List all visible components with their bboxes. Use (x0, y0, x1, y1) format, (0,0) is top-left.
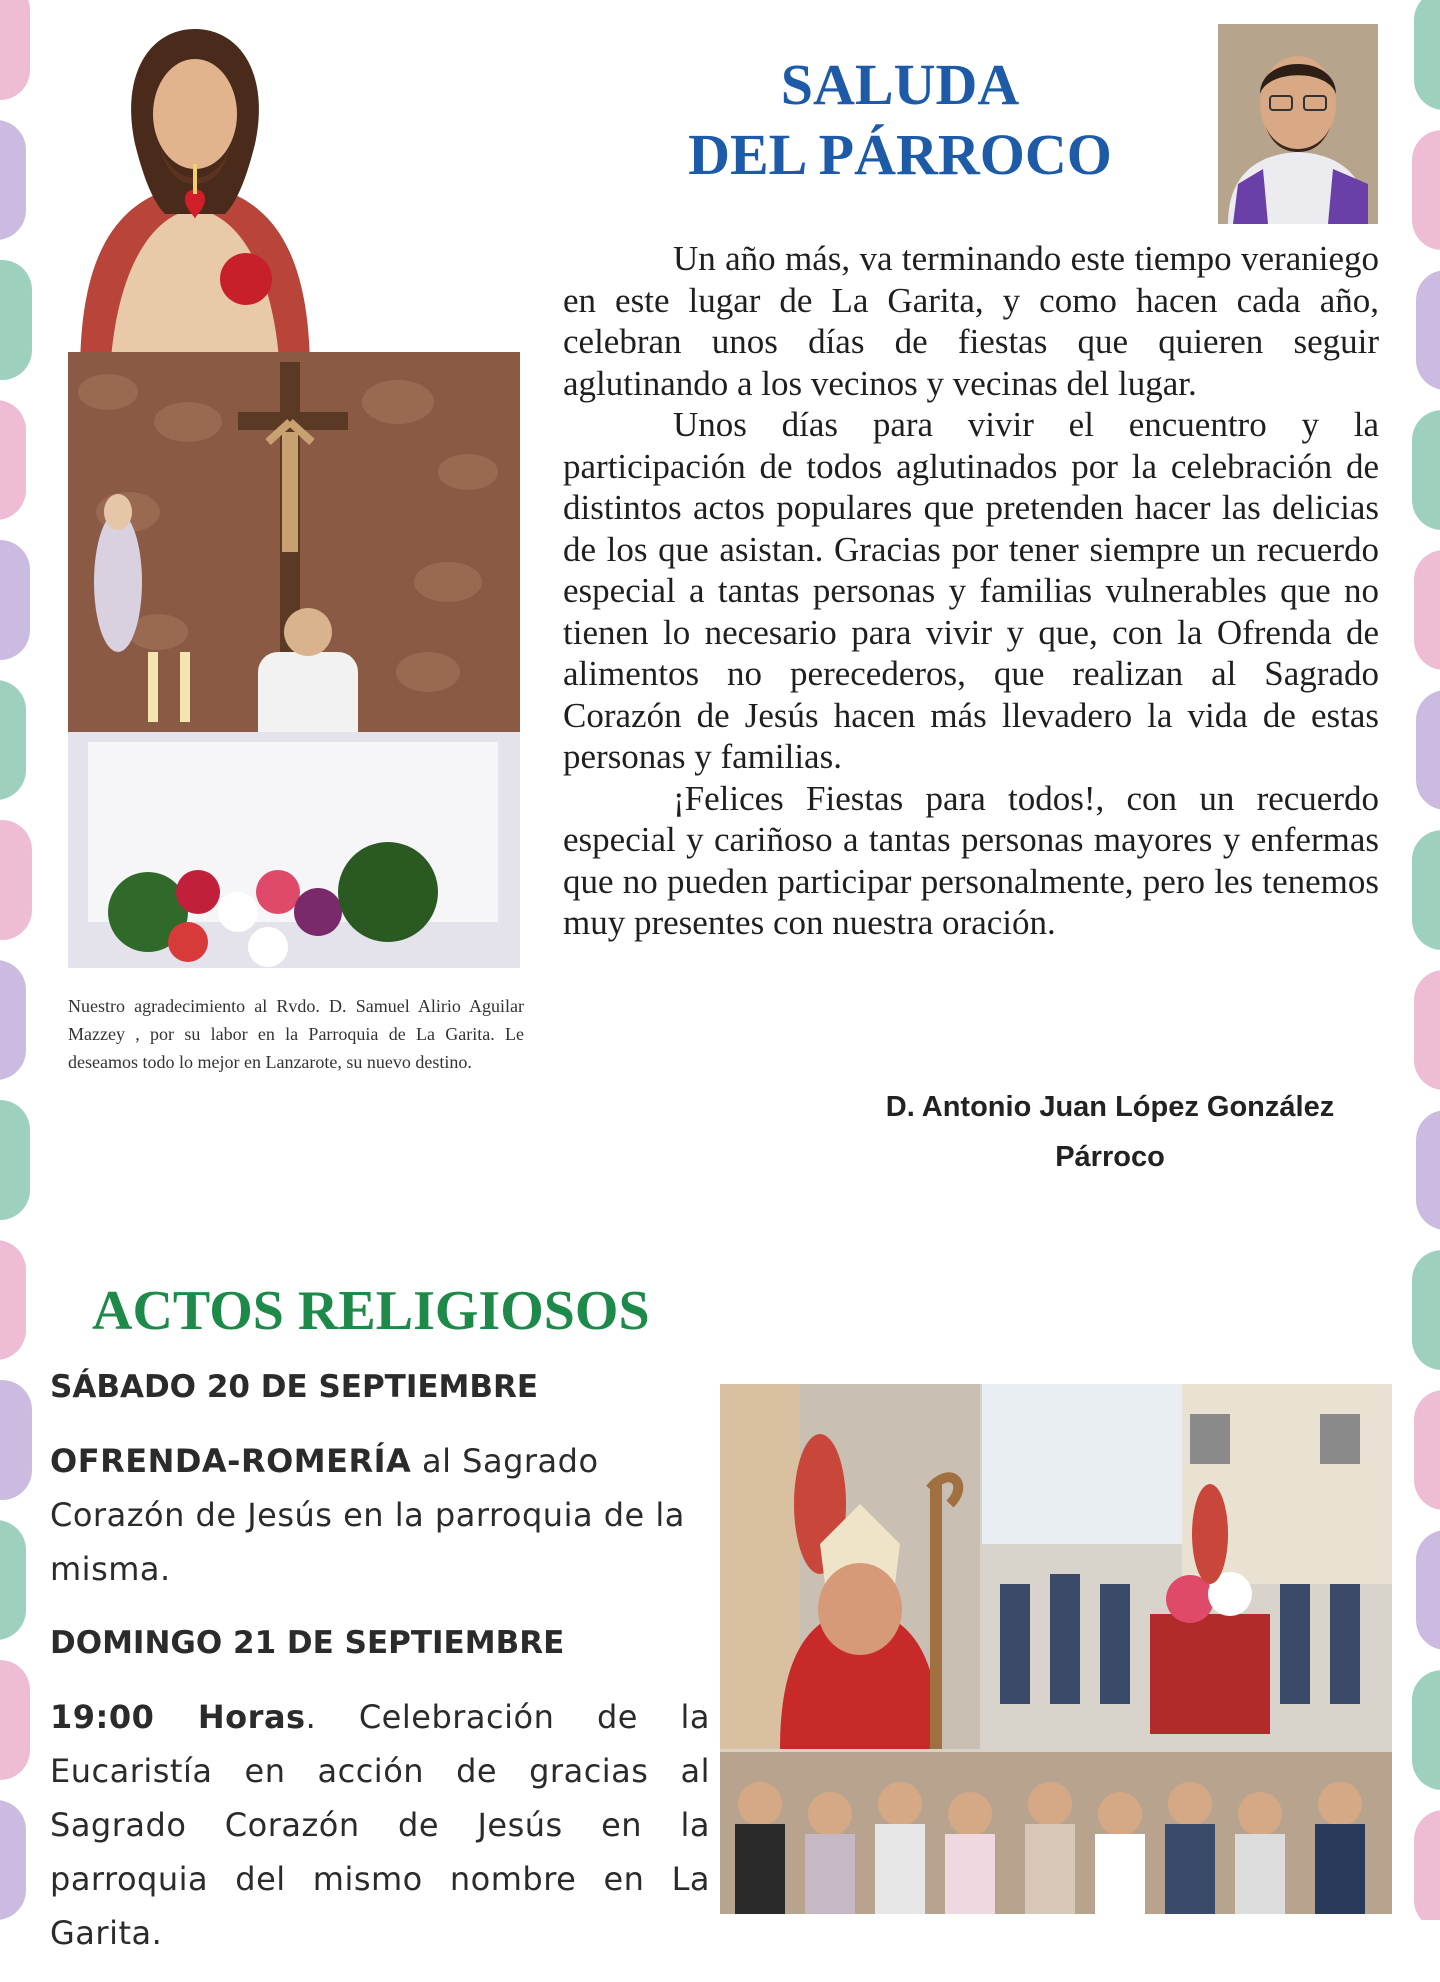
day-heading-1: SÁBADO 20 DE SEPTIEMBRE (50, 1369, 539, 1405)
title-line-1: SALUDA (780, 52, 1020, 117)
signature-name: D. Antonio Juan López González (885, 1091, 1335, 1123)
act-description-1 (50, 1434, 710, 1596)
title-line-2: DEL PÁRROCO (688, 122, 1112, 187)
act-text-1: al Sagrado Corazón de Jesús en la parroquia de la misma. (50, 1442, 685, 1588)
altar-photo (68, 352, 520, 968)
letter-body (563, 238, 1379, 944)
signature-role: Párroco (1055, 1141, 1165, 1173)
sacred-heart-image (40, 14, 350, 374)
letter-paragraph-1: Un año más, va terminando este tiempo veraniego en este lugar de La Garita, y como hacen cada año, celebran unos días de fiestas que quieren seguir aglutinando a los vecinos y vecinas del lugar. (563, 239, 1379, 403)
right-decorative-border (1404, 0, 1440, 1920)
letter-paragraph-3: ¡Felices Fiestas para todos!, con un recuerdo especial y cariñoso a tantas personas mayores y enfermas que no pueden participar personalmente, pero les tenemos muy presentes con nuestra oración. (563, 778, 1379, 942)
actos-title: ACTOS RELIGIOSOS (92, 1280, 650, 1342)
act-text-2: . Celebración de la Eucaristía en acción de gracias al Sagrado Corazón de Jesús en la parroquia del mismo nombre en La Garita. (50, 1698, 711, 1952)
day-heading-2: DOMINGO 21 DE SEPTIEMBRE (50, 1625, 565, 1661)
act-time-2: 19:00 Horas (50, 1698, 306, 1736)
signature (840, 1082, 1380, 1182)
priest-portrait (1218, 24, 1378, 224)
procession-collage (720, 1384, 1392, 1914)
letter-paragraph-2: Unos días para vivir el encuentro y la participación de todos aglutinados por la celebración de distintos actos populares que pretenden hacer las delicias de los que asistan. Gracias por tener siempre un recuerdo especial a tantas personas y familias vulnerables que no tienen lo necesario para vivir y que, con la Ofrenda de alimentos no perecederos, que realizan al Sagrado Corazón de Jesús hacen más llevadero la vida de estas personas y familias. (563, 405, 1379, 776)
photo-caption: Nuestro agradecimiento al Rvdo. D. Samuel Alirio Aguilar Mazzey , por su labor en la Parroquia de La Garita. Le deseamos todo lo mejor en Lanzarote, su nuevo destino. (68, 996, 524, 1072)
page-title (620, 50, 1180, 190)
left-decorative-border (0, 0, 34, 1920)
acts-list (50, 1362, 710, 1982)
act-name-1: OFRENDA-ROMERÍA (50, 1442, 412, 1480)
